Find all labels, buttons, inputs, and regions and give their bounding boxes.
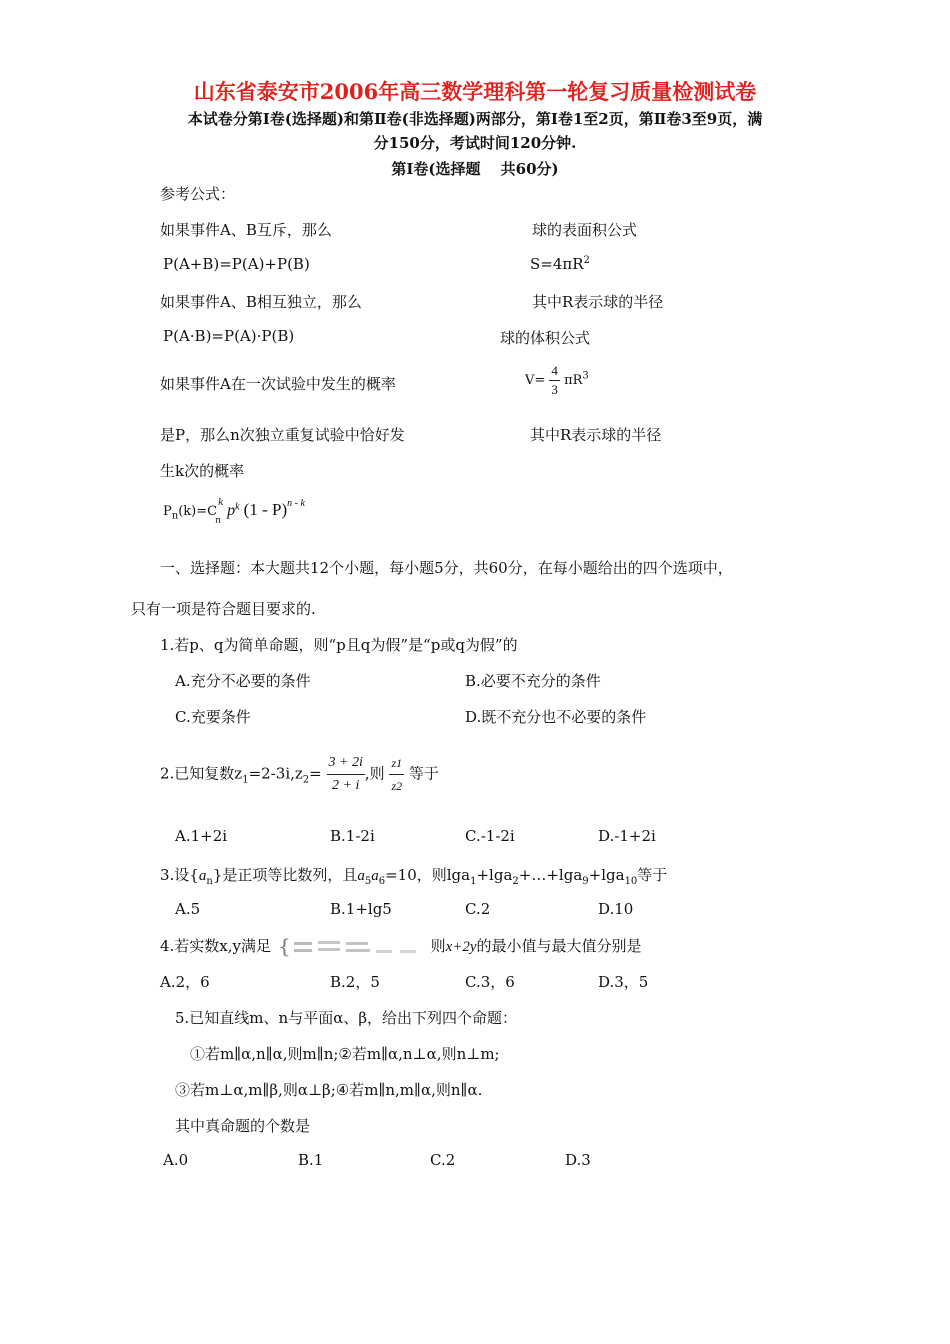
q3-sub1: 1 [470,876,477,887]
exam-title: 山东省泰安市2006年高三数学理科第一轮复习质量检测试卷 [193,79,757,104]
q3-part6: +lga [588,866,625,884]
pn-paren-exp: n - k [287,497,305,509]
q2-option-a: A.1+2i [175,827,228,845]
q5-line1: ①若m∥α,n∥α,则m∥n;②若m∥α,n⊥α,则n⊥m; [190,1045,500,1063]
q2-frac2-den: z2 [391,779,403,793]
section1-line1: 一、选择题：本大题共12个小题，每小题5分，共60分，在每小题给出的四个选项中， [160,559,733,577]
q4-prefix: 4.若实数x,y满足 [160,937,272,955]
pn-p-italic: p [227,502,236,519]
q4-suffix: 的最小值与最大值分别是 [476,937,642,955]
q1-option-b: B.必要不充分的条件 [465,672,601,690]
q3-stem [160,864,667,887]
q3-sub9: 9 [582,876,589,887]
q3-sub10: 10 [624,876,638,887]
q3-sub6: 6 [378,876,386,887]
constraint-system-image [276,936,426,958]
q2-option-b: B.1-2i [330,827,375,845]
section-title: 第Ⅰ卷(选择题 共60分) [391,160,559,178]
q2-mid3: ,则 [364,764,385,783]
formula-left-5: 如果事件A在一次试验中发生的概率 [160,375,396,393]
formula-right-4: 球的体积公式 [500,329,591,347]
q3-a6: a [371,868,379,884]
q4-stem [160,935,642,958]
q1-stem: 1.若p、q为简单命题，则“p且q为假”是“p或q为假”的 [160,636,518,654]
c-sup: k [218,498,224,508]
q3-part3: =10，则lga [385,866,471,884]
q2-frac2-num: z1 [389,752,404,775]
q3-part7: 等于 [637,866,668,884]
q3-option-b: B.1+lg5 [330,900,392,918]
q4-expression: x+2y [445,939,477,955]
q2-fraction-z2 [327,752,365,797]
pn-p-exp: k [235,501,240,513]
four-thirds-fraction [549,362,560,399]
q5-option-c: C.2 [430,1151,456,1169]
q3-a5: a [357,868,365,884]
exam-intro-line2: 分150分，考试时间120分钟. [373,134,577,152]
pn-sub: n [171,510,179,522]
formula-left-6: 是P，那么n次独立重复试验中恰好发 [160,426,405,444]
q3-option-d: D.10 [598,900,634,918]
q4-option-c: C.3，6 [465,973,515,991]
formula-left-2: P(A+B)=P(A)+P(B) [163,255,310,273]
q5-line2: ③若m⊥α,m∥β,则α⊥β;④若m∥n,m∥α,则n∥α. [175,1081,483,1099]
q3-sub2: 2 [512,876,519,887]
q2-mid2: = [309,764,322,783]
pn-mid: (k)=C [178,504,218,519]
pn-p: P [163,504,172,519]
q1-option-d: D.既不充分也不必要的条件 [465,708,647,726]
sphere-surface-exp: 2 [583,255,590,266]
binomial-probability-formula [163,497,305,526]
q5-stem: 5.已知直线m、n与平面α、β，给出下列四个命题： [175,1009,517,1027]
sphere-surface-formula: S=4πR [530,255,584,273]
q5-option-d: D.3 [565,1151,591,1169]
formula-label: 参考公式： [160,185,236,203]
q3-option-a: A.5 [175,900,201,918]
fraction-denominator: 3 [551,382,558,397]
formula-right-6: 其中R表示球的半径 [530,426,662,444]
fraction-numerator: 4 [549,362,560,381]
q1-option-a: A.充分不必要的条件 [175,672,311,690]
q2-frac1-den: 2 + i [332,778,360,793]
formula-right-1: 球的表面积公式 [532,221,638,239]
q5-option-b: B.1 [298,1151,324,1169]
q3-part4: +lga [476,866,513,884]
q4-option-d: D.3，5 [598,973,649,991]
q2-prefix: 2.已知复数z [160,764,243,783]
q3-option-c: C.2 [465,900,491,918]
q2-frac1-num: 3 + 2i [327,752,365,775]
svg-text:{: { [277,936,291,958]
q2-option-c: C.-1-2i [465,827,515,845]
q3-part5: +…+lga [518,866,583,884]
section1-line2: 只有一项是符合题目要求的. [131,600,316,618]
formula-left-3: 如果事件A、B相互独立，那么 [160,293,362,311]
q4-option-b: B.2，5 [330,973,380,991]
q3-n-sub: n [206,876,213,887]
q3-a-n: a [198,868,207,884]
q1-option-c: C.充要条件 [175,708,251,726]
formula-right-3: 其中R表示球的半径 [532,293,664,311]
formula-left-1: 如果事件A、B互斥，那么 [160,221,332,239]
q2-stem [160,752,439,797]
q2-mid1: =2-3i,z [248,764,303,783]
pn-paren: (1 - P) [243,500,288,519]
formula-right-5 [525,362,589,399]
q3-part2: }是正项等比数列，且 [212,866,358,884]
q2-option-d: D.-1+2i [598,827,656,845]
sphere-volume-exp: 3 [582,370,589,382]
formula-left-7: 生k次的概率 [160,462,245,480]
q2-sub1: 1 [242,774,249,786]
q3-part1: 3.设{ [160,866,199,884]
exam-intro-line1: 本试卷分第Ⅰ卷(选择题)和第Ⅱ卷(非选择题)两部分，第Ⅰ卷1至2页，第Ⅱ卷3至9页，满 [187,110,763,128]
sphere-volume-prefix: V= [525,373,546,388]
q2-suffix: 等于 [408,764,439,783]
sphere-volume-suffix: πR [564,373,583,388]
formula-right-2 [530,255,590,273]
q4-option-a: A.2，6 [160,973,210,991]
q3-sub5: 5 [364,876,372,887]
q5-line3: 其中真命题的个数是 [175,1117,311,1135]
q4-mid: 则 [430,937,446,955]
c-sub: n [215,516,221,526]
q5-option-a: A.0 [163,1151,189,1169]
formula-left-4: P(A·B)=P(A)·P(B) [163,327,295,345]
q2-fraction-ratio [389,752,404,797]
q2-sub2: 2 [302,774,310,786]
